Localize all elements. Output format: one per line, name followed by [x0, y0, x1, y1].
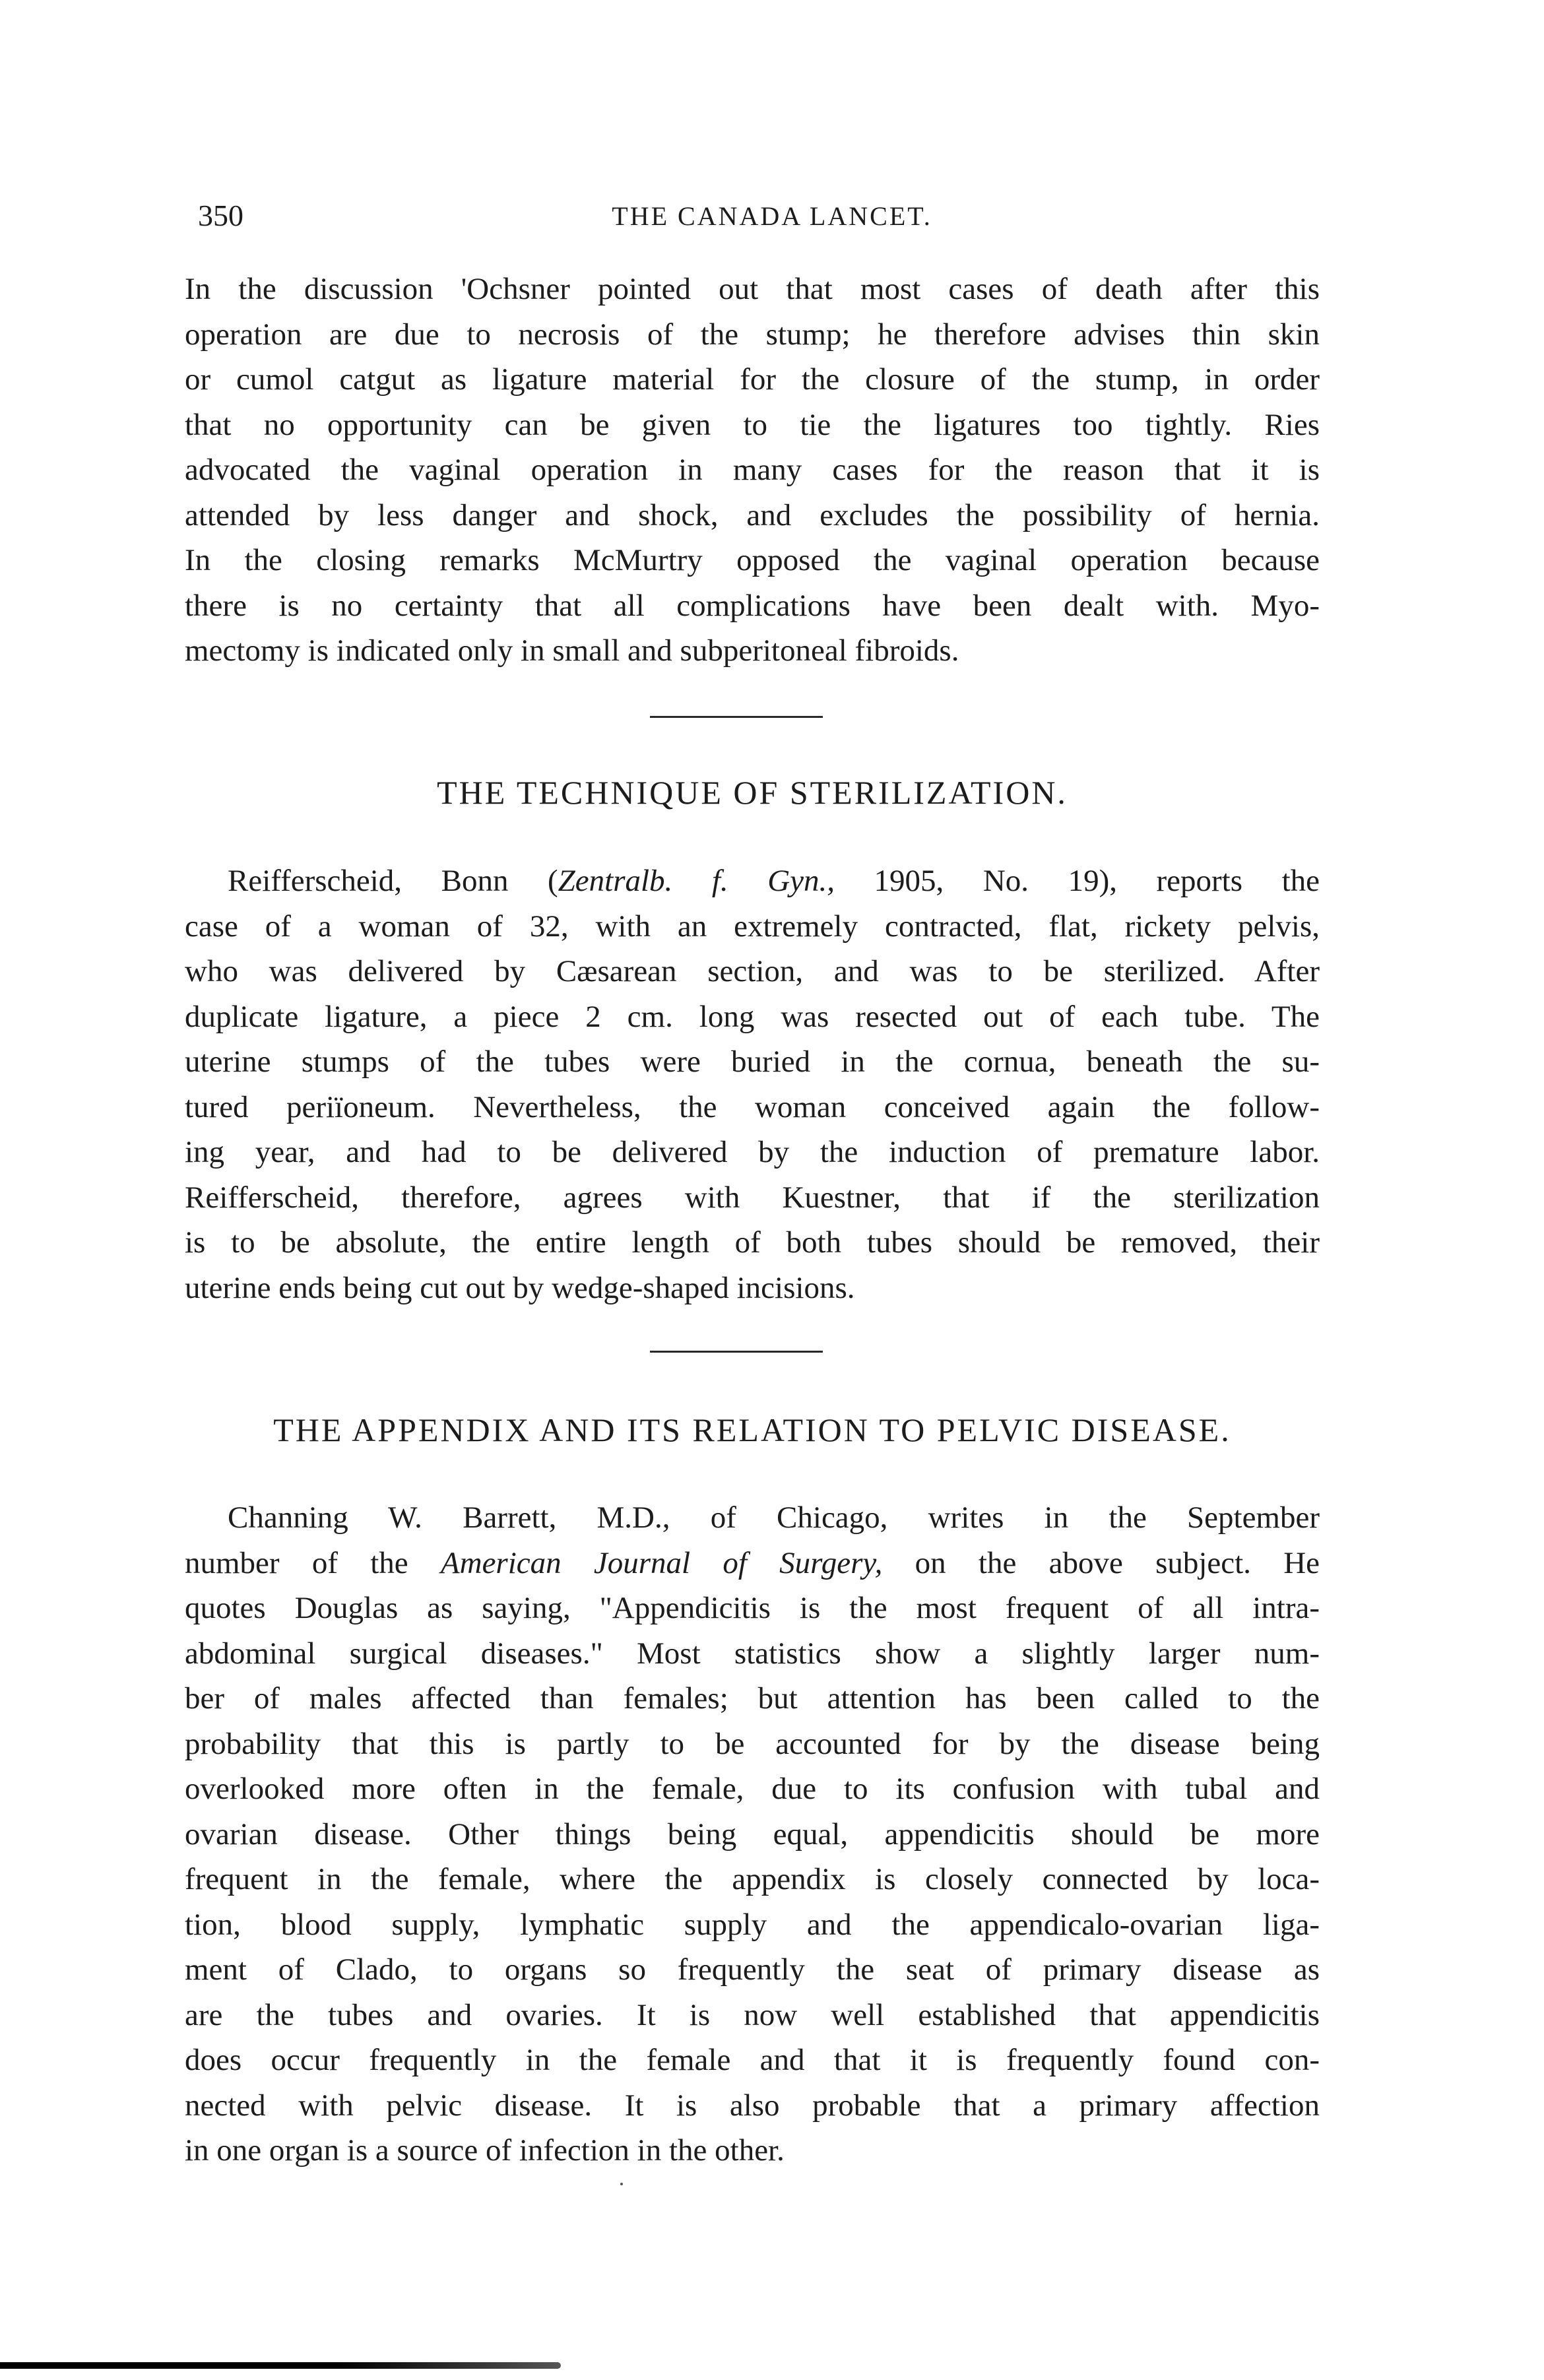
text-line: ing year, and had to be delivered by the induction of premature labor. [185, 1135, 1320, 1169]
text-line: operation are due to necrosis of the stump; he therefore advises thin skin [185, 317, 1320, 352]
text-line: Channing W. Barrett, M.D., of Chicago, writes in the September [228, 1500, 1320, 1535]
journal-citation: American Journal of Surgery, [440, 1545, 883, 1580]
section-divider [650, 1351, 823, 1353]
text-line: probability that this is partly to be accounted for by the disease being [185, 1726, 1320, 1761]
text-line: In the discussion 'Ochsner pointed out that most cases of death after this [185, 272, 1320, 306]
text-line: tured periïoneum. Nevertheless, the woman conceived again the follow- [185, 1089, 1320, 1124]
text-line [185, 858, 1320, 904]
text-fragment: on the above subject. He [882, 1545, 1320, 1580]
text-line: nected with pelvic disease. It is also probable that a primary affection [185, 2088, 1320, 2123]
text-line: advocated the vaginal operation in many cases for the reason that it is [185, 453, 1320, 487]
scan-edge-mark [0, 2362, 561, 2369]
text-line: there is no certainty that all complications have been dealt with. Myo- [185, 588, 1320, 623]
text-line: ovarian disease. Other things being equal, appendicitis should be more [185, 1817, 1320, 1851]
text-line: does occur frequently in the female and that it is frequently found con- [185, 2043, 1320, 2077]
text-line: is to be absolute, the entire length of both tubes should be removed, their [185, 1225, 1320, 1260]
text-line: or cumol catgut as ligature material for the closure of the stump, in order [185, 362, 1320, 397]
text-line: who was delivered by Cæsarean section, and was to be sterilized. After [185, 954, 1320, 988]
text-line [185, 1541, 1320, 1586]
text-line: ber of males affected than females; but attention has been called to the [185, 1681, 1320, 1716]
text-line: mectomy is indicated only in small and subperitoneal fibroids. [185, 633, 959, 668]
text-line: that no opportunity can be given to tie the ligatures too tightly. Ries [185, 407, 1320, 442]
paragraph-sterilization [185, 858, 1320, 1310]
text-line: quotes Douglas as saying, "Appendicitis is the most frequent of all intra- [185, 1591, 1320, 1625]
text-line: abdominal surgical diseases." Most statistics show a slightly larger num- [185, 1636, 1320, 1671]
text-line: Reifferscheid, therefore, agrees with Kuestner, that if the sterilization [185, 1180, 1320, 1215]
paragraph-ochsner-discussion [185, 267, 1320, 674]
running-title: THE CANADA LANCET. [612, 201, 932, 231]
section-divider [650, 716, 823, 718]
text-fragment: number of the [185, 1545, 441, 1580]
text-line: duplicate ligature, a piece 2 cm. long was resected out of each tube. The [185, 999, 1320, 1034]
text-line: ment of Clado, to organs so frequently the seat of primary disease as [185, 1952, 1320, 1987]
text-fragment: Reifferscheid, Bonn ( [228, 864, 558, 898]
text-line: case of a woman of 32, with an extremely contracted, flat, rickety pelvis, [185, 909, 1320, 944]
journal-citation: Zentralb. f. Gyn., [558, 864, 835, 898]
section-heading-sterilization: THE TECHNIQUE OF STERILIZATION. [437, 774, 1068, 811]
scan-speck [620, 2183, 623, 2185]
text-line: are the tubes and ovaries. It is now well established that appendicitis [185, 1997, 1320, 2032]
text-line: in one organ is a source of infection in the other. [185, 2133, 785, 2168]
section-heading-appendix: THE APPENDIX AND ITS RELATION TO PELVIC DISEASE. [273, 1411, 1231, 1448]
paragraph-appendix [185, 1495, 1320, 2173]
text-line: overlooked more often in the female, due to its confusion with tubal and [185, 1772, 1320, 1806]
page-number: 350 [198, 199, 243, 232]
text-line: frequent in the female, where the appendix is closely connected by loca- [185, 1862, 1320, 1896]
text-line: uterine stumps of the tubes were buried in the cornua, beneath the su- [185, 1045, 1320, 1079]
text-line: uterine ends being cut out by wedge-shaped incisions. [185, 1270, 855, 1305]
text-line: attended by less danger and shock, and excludes the possibility of hernia. [185, 498, 1320, 532]
text-line: tion, blood supply, lymphatic supply and the appendicalo-ovarian liga- [185, 1907, 1320, 1942]
text-line: In the closing remarks McMurtry opposed the vaginal operation because [185, 543, 1320, 577]
text-fragment: 1905, No. 19), reports the [835, 864, 1320, 898]
